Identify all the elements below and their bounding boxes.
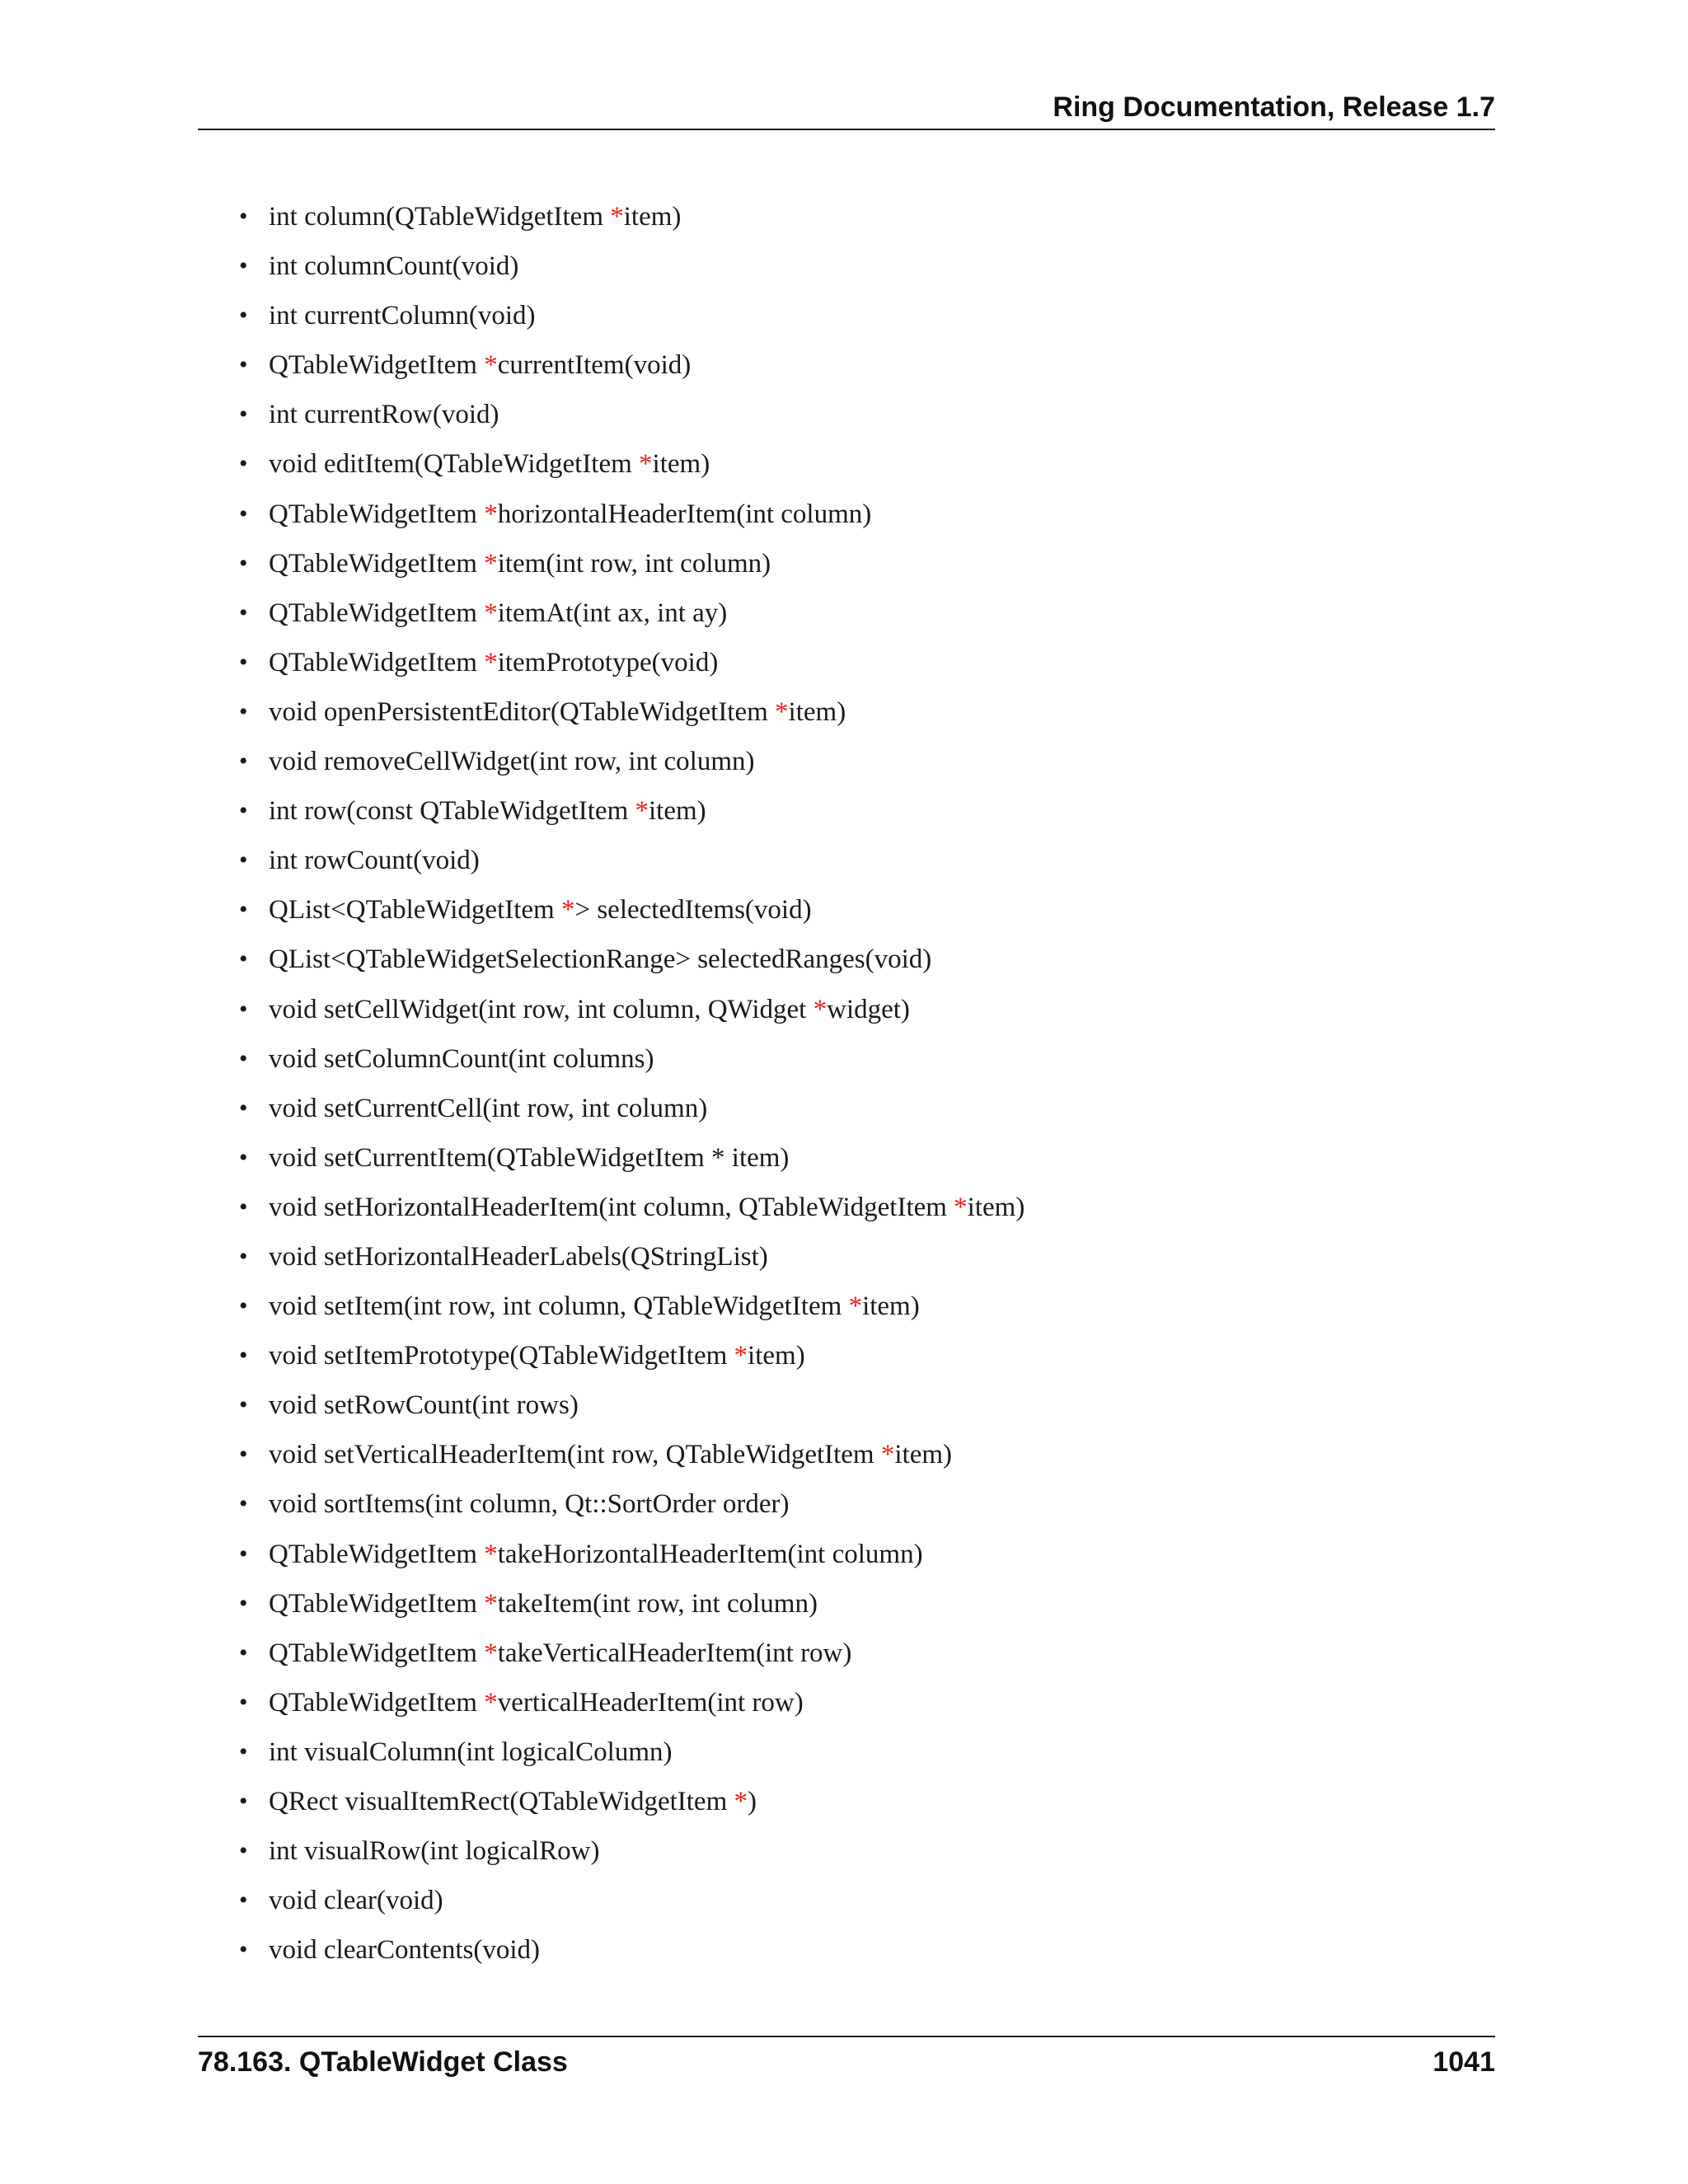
pointer-star: * [560,895,575,926]
method-item [239,1235,1025,1285]
signature-text: QTableWidgetItem [269,1638,485,1668]
signature-text: itemPrototype(void) [497,647,719,677]
bullet-icon: • [239,1044,248,1072]
method-signature [269,895,812,925]
method-signature [269,1540,923,1569]
method-signature [269,747,755,776]
method-item [239,393,1025,443]
running-header [198,91,1495,130]
method-signature [269,598,727,628]
method-signature [269,796,706,826]
bullet-icon: • [239,1143,248,1171]
bullet-icon: • [239,450,248,478]
signature-text: item) [967,1192,1025,1222]
signature-text: void setVerticalHeaderItem(int row, QTableWidgetItem [269,1440,881,1470]
method-item [239,443,1025,492]
signature-text: QTableWidgetItem [269,499,485,529]
method-item [239,1731,1025,1780]
method-signature [269,1341,805,1371]
signature-text: void setCellWidget(int row, int column, QWidget [269,994,814,1024]
method-item [239,294,1025,344]
signature-text: widget) [827,994,910,1024]
page-number: 1041 [1432,2046,1495,2078]
pointer-star: * [880,1440,895,1470]
pointer-star: * [484,1638,498,1668]
method-signature [269,549,771,579]
signature-text: int visualColumn(int logicalColumn) [269,1736,673,1767]
pointer-star: * [775,696,789,727]
pointer-star: * [484,598,498,628]
method-signature [269,944,931,974]
method-item [239,195,1025,245]
signature-text: item(int row, int column) [497,548,771,579]
signature-text: QRect visualItemRect(QTableWidgetItem [269,1787,734,1816]
signature-text: item) [894,1440,953,1470]
signature-text: takeHorizontalHeaderItem(int column) [497,1539,923,1569]
method-signature [269,1836,599,1866]
bullet-icon: • [239,1490,248,1518]
bullet-icon: • [239,1788,248,1815]
method-signature [269,1489,789,1519]
document-title: Ring Documentation, Release 1.7 [1053,91,1495,123]
signature-text: QTableWidgetItem [269,1687,485,1718]
pointer-star: * [848,1291,863,1322]
pointer-star: * [484,350,498,381]
running-footer [198,2036,1495,2087]
method-signature [269,1886,443,1915]
method-list [239,195,1025,1978]
signature-text: QTableWidgetItem [269,598,485,628]
signature-text: void setHorizontalHeaderLabels(QStringList) [269,1241,768,1272]
signature-text: void sortItems(int column, Qt::SortOrder order) [269,1489,790,1520]
pointer-star: * [954,1192,968,1222]
pointer-star: * [484,548,498,579]
pointer-star: * [484,1588,498,1619]
bullet-icon: • [239,1936,248,1964]
signature-text: void setHorizontalHeaderItem(int column, QTableWidgetItem [269,1192,954,1222]
signature-text: ) [748,1787,757,1816]
pointer-star: * [734,1341,748,1371]
method-item [239,1533,1025,1582]
bullet-icon: • [239,797,248,825]
method-item [239,1582,1025,1632]
method-item [239,1632,1025,1681]
method-item [239,542,1025,592]
method-item [239,1087,1025,1137]
method-signature [269,1291,920,1321]
method-signature [269,648,718,677]
signature-text: item) [788,696,846,727]
bullet-icon: • [239,1589,248,1617]
method-item [239,641,1025,691]
signature-text: void clearContents(void) [269,1935,541,1966]
signature-text: int columnCount(void) [269,251,519,282]
method-item [239,1186,1025,1235]
pointer-star: * [484,647,498,677]
method-signature [269,400,499,429]
method-item [239,888,1025,938]
method-item [239,839,1025,888]
signature-text: QTableWidgetItem [269,350,485,381]
method-item [239,1285,1025,1334]
signature-text: takeItem(int row, int column) [497,1588,818,1619]
pointer-star: * [635,796,649,827]
pointer-star: * [734,1787,748,1816]
signature-text: void clear(void) [269,1886,443,1916]
method-signature [269,1242,768,1272]
method-signature [269,1143,789,1173]
bullet-icon: • [239,302,248,330]
pointer-star: * [484,1687,498,1718]
bullet-icon: • [239,1441,248,1469]
signature-text: void editItem(QTableWidgetItem [269,449,640,480]
bullet-icon: • [239,945,248,973]
method-signature [269,1737,672,1767]
signature-text: QTableWidgetItem [269,548,485,579]
method-item [239,1830,1025,1879]
method-signature [269,1094,707,1123]
method-item [239,1879,1025,1929]
signature-text: item) [652,449,710,480]
signature-text: int column(QTableWidgetItem [269,202,611,232]
method-item [239,1384,1025,1433]
signature-text: QTableWidgetItem [269,1539,485,1569]
bullet-icon: • [239,1737,248,1765]
signature-text: void setColumnCount(int columns) [269,1043,654,1074]
signature-text: item) [623,202,682,232]
signature-text: takeVerticalHeaderItem(int row) [497,1638,852,1668]
method-item [239,344,1025,393]
method-item [239,1929,1025,1978]
bullet-icon: • [239,351,248,379]
method-item [239,790,1025,839]
signature-text: item) [748,1341,805,1371]
signature-text: int currentColumn(void) [269,301,536,331]
bullet-icon: • [239,499,248,527]
bullet-icon: • [239,846,248,874]
signature-text: horizontalHeaderItem(int column) [497,499,872,529]
signature-text: void setItemPrototype(QTableWidgetItem [269,1341,734,1371]
method-signature [269,350,691,380]
signature-text: void setCurrentItem(QTableWidgetItem * item) [269,1142,790,1173]
bullet-icon: • [239,1292,248,1320]
bullet-icon: • [239,648,248,676]
bullet-icon: • [239,1688,248,1716]
method-signature [269,499,871,529]
method-signature [269,1935,540,1965]
method-item [239,1334,1025,1384]
method-item [239,740,1025,790]
method-item [239,988,1025,1038]
pointer-star: * [813,994,828,1024]
bullet-icon: • [239,252,248,280]
method-item [239,1780,1025,1830]
bullet-icon: • [239,549,248,577]
signature-text: QTableWidgetItem [269,647,485,677]
method-signature [269,697,846,727]
bullet-icon: • [239,1540,248,1568]
bullet-icon: • [239,1342,248,1370]
signature-text: int rowCount(void) [269,846,480,876]
signature-text: itemAt(int ax, int ay) [497,598,728,628]
bullet-icon: • [239,203,248,230]
method-signature [269,1787,757,1816]
method-signature [269,202,681,232]
signature-text: int currentRow(void) [269,400,499,430]
signature-text: void setCurrentCell(int row, int column) [269,1093,708,1123]
method-signature [269,1589,818,1619]
method-signature [269,1044,654,1074]
section-title: 78.163. QTableWidget Class [198,2046,568,2078]
signature-text: void openPersistentEditor(QTableWidgetItem [269,696,776,727]
method-item [239,592,1025,641]
method-signature [269,1638,851,1668]
bullet-icon: • [239,401,248,429]
method-item [239,691,1025,740]
bullet-icon: • [239,1094,248,1122]
signature-text: void removeCellWidget(int row, int column) [269,747,755,777]
signature-text: QList<QTableWidgetItem [269,895,561,926]
signature-text: int visualRow(int logicalRow) [269,1836,600,1867]
method-signature [269,846,480,875]
pointer-star: * [484,499,498,529]
pointer-star: * [639,449,653,480]
method-signature [269,995,910,1024]
bullet-icon: • [239,995,248,1023]
method-item [239,245,1025,294]
method-signature [269,1688,804,1718]
pointer-star: * [484,1539,498,1569]
bullet-icon: • [239,1193,248,1221]
bullet-icon: • [239,1638,248,1666]
method-item [239,1433,1025,1483]
method-item [239,493,1025,542]
method-signature [269,1440,952,1469]
bullet-icon: • [239,748,248,776]
method-item [239,1681,1025,1731]
method-signature [269,1390,579,1420]
bullet-icon: • [239,1837,248,1865]
signature-text: QTableWidgetItem [269,1588,485,1619]
signature-text: void setItem(int row, int column, QTableWidgetItem [269,1291,849,1322]
signature-text: item) [862,1291,920,1322]
method-signature [269,1193,1025,1222]
bullet-icon: • [239,598,248,626]
signature-text: currentItem(void) [497,350,692,381]
method-signature [269,301,536,330]
signature-text: QList<QTableWidgetSelectionRange> selectedRanges(void) [269,944,932,975]
signature-text: void setRowCount(int rows) [269,1390,579,1421]
bullet-icon: • [239,1391,248,1419]
method-item [239,1483,1025,1532]
bullet-icon: • [239,1242,248,1270]
method-signature [269,449,710,479]
method-item [239,1038,1025,1087]
method-signature [269,251,518,281]
bullet-icon: • [239,896,248,924]
signature-text: > selectedItems(void) [574,895,812,926]
signature-text: item) [649,796,706,827]
bullet-icon: • [239,697,248,725]
pointer-star: * [610,202,624,232]
method-item [239,938,1025,987]
bullet-icon: • [239,1886,248,1915]
signature-text: int row(const QTableWidgetItem [269,796,635,827]
method-item [239,1137,1025,1186]
signature-text: verticalHeaderItem(int row) [497,1687,804,1718]
